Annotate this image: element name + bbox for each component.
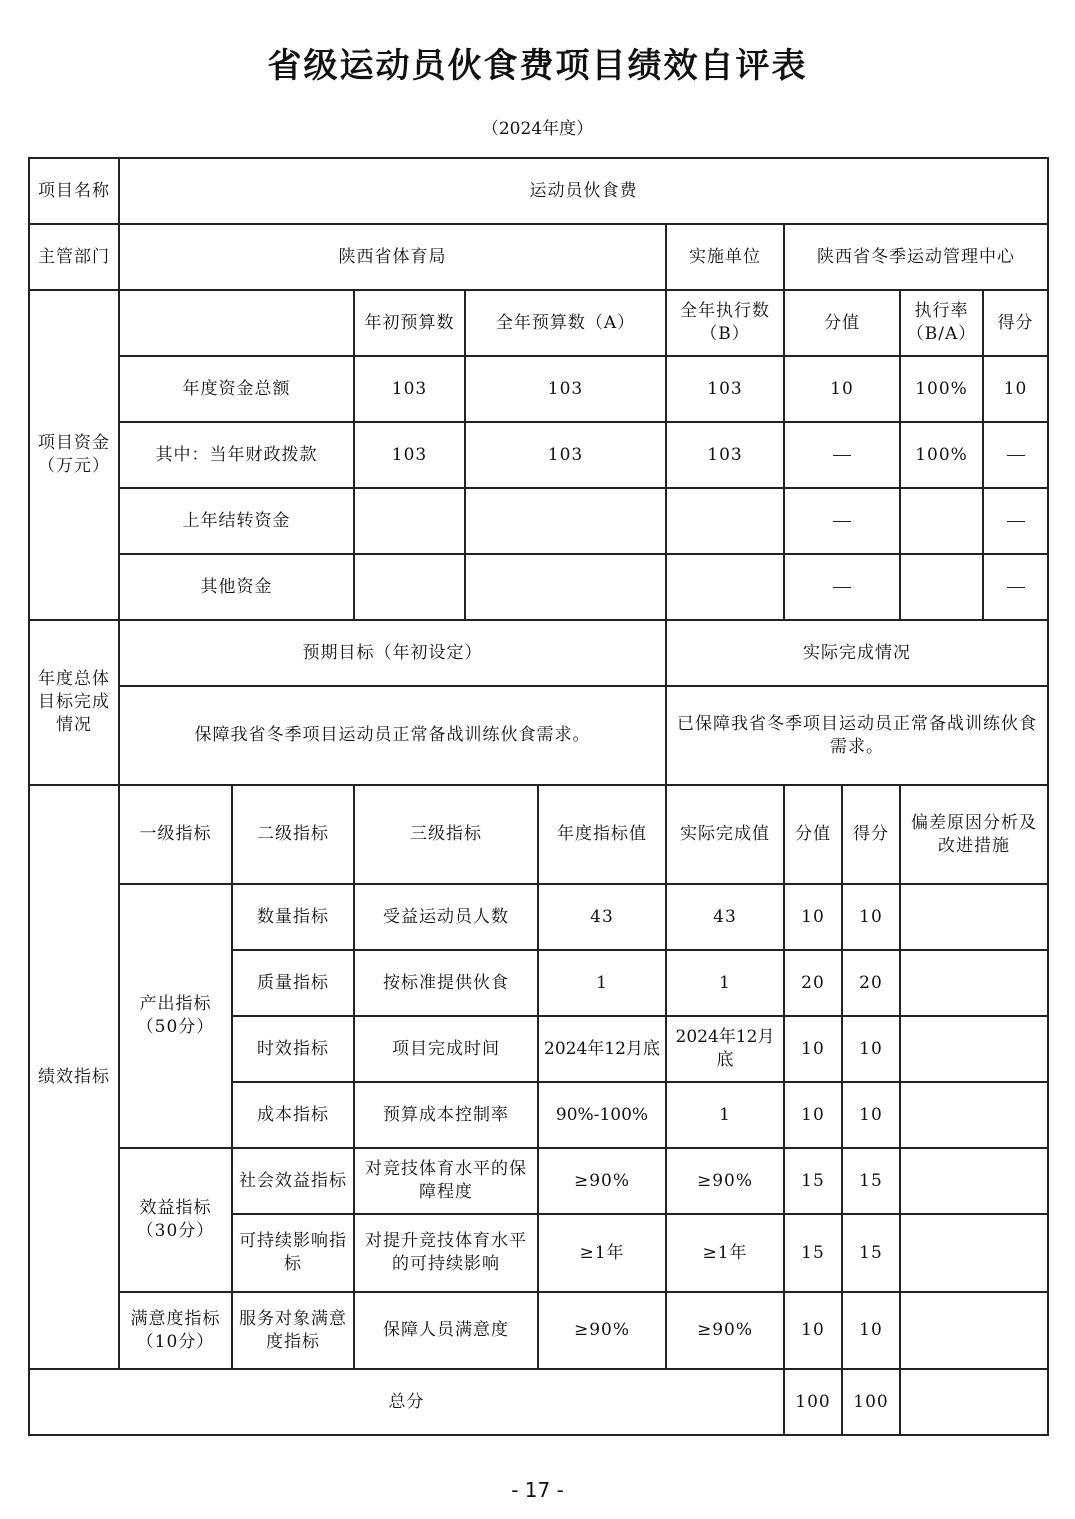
total-analysis <box>900 1369 1048 1435</box>
indicator-level2: 可持续影响指标 <box>232 1214 354 1292</box>
funds-header-rate: 执行率（B/A） <box>900 290 983 356</box>
funds-header-initial: 年初预算数 <box>354 290 465 356</box>
funds-initial <box>354 554 465 620</box>
indicator-target: ≥90% <box>538 1148 666 1214</box>
indicator-score-value: 10 <box>784 1082 842 1148</box>
funds-score <box>983 488 1048 554</box>
page-number: - 17 - <box>511 1478 564 1502</box>
indicator-level2: 服务对象满意度指标 <box>232 1292 354 1369</box>
indicator-group-benefit: 效益指标（30分） <box>119 1148 232 1292</box>
indicator-level3: 对竞技体育水平的保障程度 <box>354 1148 538 1214</box>
funds-executed: 103 <box>666 356 784 422</box>
funds-score: 10 <box>983 356 1048 422</box>
funds-header-blank <box>119 290 354 356</box>
funds-row-label: 上年结转资金 <box>119 488 354 554</box>
indicator-group-satisfaction: 满意度指标（10分） <box>119 1292 232 1369</box>
indicator-target: 43 <box>538 884 666 950</box>
indicator-level2: 社会效益指标 <box>232 1148 354 1214</box>
perf-header-actual: 实际完成值 <box>666 785 784 884</box>
total-score-value: 100 <box>784 1369 842 1435</box>
funds-header-executed: 全年执行数（B） <box>666 290 784 356</box>
indicator-actual: 1 <box>666 1082 784 1148</box>
goals-actual-header: 实际完成情况 <box>666 620 1048 686</box>
funds-initial <box>354 488 465 554</box>
indicator-actual: ≥90% <box>666 1292 784 1369</box>
funds-score-value <box>784 554 900 620</box>
indicator-actual: 2024年12月底 <box>666 1016 784 1082</box>
funds-header-row <box>29 290 1048 356</box>
goals-header-row <box>29 620 1048 686</box>
indicator-score: 15 <box>842 1214 900 1292</box>
indicator-score: 10 <box>842 1016 900 1082</box>
funds-rate: 100% <box>900 356 983 422</box>
indicator-level3: 对提升竞技体育水平的可持续影响 <box>354 1214 538 1292</box>
indicator-level2: 成本指标 <box>232 1082 354 1148</box>
indicator-score-value: 15 <box>784 1214 842 1292</box>
funds-annual <box>465 554 666 620</box>
indicator-level2: 质量指标 <box>232 950 354 1016</box>
indicator-score-value: 15 <box>784 1148 842 1214</box>
indicator-analysis <box>900 1148 1048 1214</box>
funds-row-label: 其中：当年财政拨款 <box>119 422 354 488</box>
indicator-score: 10 <box>842 1082 900 1148</box>
indicator-row <box>29 1292 1048 1369</box>
indicator-level2: 时效指标 <box>232 1016 354 1082</box>
indicator-analysis <box>900 950 1048 1016</box>
page-title: 省级运动员伙食费项目绩效自评表 <box>267 46 808 86</box>
funds-annual: 103 <box>465 422 666 488</box>
project-name-label: 项目名称 <box>29 158 119 224</box>
not-applicable-dash <box>833 455 851 456</box>
perf-header-level1: 一级指标 <box>119 785 232 884</box>
not-applicable-dash <box>833 521 851 522</box>
not-applicable-dash <box>1007 521 1025 522</box>
indicator-score-value: 10 <box>784 1292 842 1369</box>
funds-section-label: 项目资金（万元） <box>29 290 119 620</box>
indicator-level3: 预算成本控制率 <box>354 1082 538 1148</box>
total-score: 100 <box>842 1369 900 1435</box>
funds-annual <box>465 488 666 554</box>
funds-row <box>29 488 1048 554</box>
funds-header-score-value: 分值 <box>784 290 900 356</box>
department-value: 陕西省体育局 <box>119 224 666 290</box>
indicator-row <box>29 884 1048 950</box>
goals-section-label: 年度总体目标完成情况 <box>29 620 119 785</box>
funds-executed <box>666 554 784 620</box>
perf-header-score-value: 分值 <box>784 785 842 884</box>
indicator-target: 90%-100% <box>538 1082 666 1148</box>
goals-content-row <box>29 686 1048 785</box>
indicator-target: 2024年12月底 <box>538 1016 666 1082</box>
funds-rate <box>900 554 983 620</box>
indicator-score: 15 <box>842 1148 900 1214</box>
funds-row <box>29 554 1048 620</box>
indicator-actual: 1 <box>666 950 784 1016</box>
funds-executed <box>666 488 784 554</box>
indicator-level3: 按标准提供伙食 <box>354 950 538 1016</box>
perf-header-level2: 二级指标 <box>232 785 354 884</box>
perf-header-score: 得分 <box>842 785 900 884</box>
indicator-analysis <box>900 1292 1048 1369</box>
funds-score-value <box>784 422 900 488</box>
perf-header-target: 年度指标值 <box>538 785 666 884</box>
indicator-score-value: 10 <box>784 884 842 950</box>
indicator-score-value: 10 <box>784 1016 842 1082</box>
project-row <box>29 158 1048 224</box>
indicator-level3: 项目完成时间 <box>354 1016 538 1082</box>
indicator-level3: 受益运动员人数 <box>354 884 538 950</box>
implementing-unit-value: 陕西省冬季运动管理中心 <box>784 224 1048 290</box>
performance-header-row <box>29 785 1048 884</box>
funds-annual: 103 <box>465 356 666 422</box>
indicator-actual: 43 <box>666 884 784 950</box>
funds-rate: 100% <box>900 422 983 488</box>
self-evaluation-table <box>28 157 1049 1436</box>
funds-row <box>29 356 1048 422</box>
funds-initial: 103 <box>354 422 465 488</box>
indicator-row <box>29 1148 1048 1214</box>
funds-score-value <box>784 488 900 554</box>
indicator-target: ≥1年 <box>538 1214 666 1292</box>
funds-header-annual: 全年预算数（A） <box>465 290 666 356</box>
funds-executed: 103 <box>666 422 784 488</box>
funds-score-value: 10 <box>784 356 900 422</box>
goals-actual: 已保障我省冬季项目运动员正常备战训练伙食需求。 <box>666 686 1048 785</box>
indicator-score: 10 <box>842 884 900 950</box>
total-label: 总分 <box>29 1369 784 1435</box>
funds-initial: 103 <box>354 356 465 422</box>
indicator-actual: ≥90% <box>666 1148 784 1214</box>
indicator-analysis <box>900 1016 1048 1082</box>
funds-row <box>29 422 1048 488</box>
indicator-actual: ≥1年 <box>666 1214 784 1292</box>
funds-score <box>983 554 1048 620</box>
indicator-level3: 保障人员满意度 <box>354 1292 538 1369</box>
funds-score <box>983 422 1048 488</box>
goals-expected: 保障我省冬季项目运动员正常备战训练伙食需求。 <box>119 686 666 785</box>
funds-rate <box>900 488 983 554</box>
department-label: 主管部门 <box>29 224 119 290</box>
goals-expected-header: 预期目标（年初设定） <box>119 620 666 686</box>
department-row <box>29 224 1048 290</box>
indicator-group-output: 产出指标（50分） <box>119 884 232 1148</box>
indicator-target: 1 <box>538 950 666 1016</box>
performance-section-label: 绩效指标 <box>29 785 119 1369</box>
total-row <box>29 1369 1048 1435</box>
indicator-score-value: 20 <box>784 950 842 1016</box>
indicator-score: 20 <box>842 950 900 1016</box>
indicator-analysis <box>900 884 1048 950</box>
perf-header-analysis: 偏差原因分析及改进措施 <box>900 785 1048 884</box>
indicator-target: ≥90% <box>538 1292 666 1369</box>
indicator-analysis <box>900 1082 1048 1148</box>
funds-row-label: 其他资金 <box>119 554 354 620</box>
not-applicable-dash <box>1007 455 1025 456</box>
project-name-value: 运动员伙食费 <box>119 158 1048 224</box>
report-year: （2024年度） <box>481 119 594 139</box>
indicator-score: 10 <box>842 1292 900 1369</box>
indicator-level2: 数量指标 <box>232 884 354 950</box>
indicator-analysis <box>900 1214 1048 1292</box>
funds-header-score: 得分 <box>983 290 1048 356</box>
perf-header-level3: 三级指标 <box>354 785 538 884</box>
not-applicable-dash <box>833 587 851 588</box>
implementing-unit-label: 实施单位 <box>666 224 784 290</box>
not-applicable-dash <box>1007 587 1025 588</box>
funds-row-label: 年度资金总额 <box>119 356 354 422</box>
